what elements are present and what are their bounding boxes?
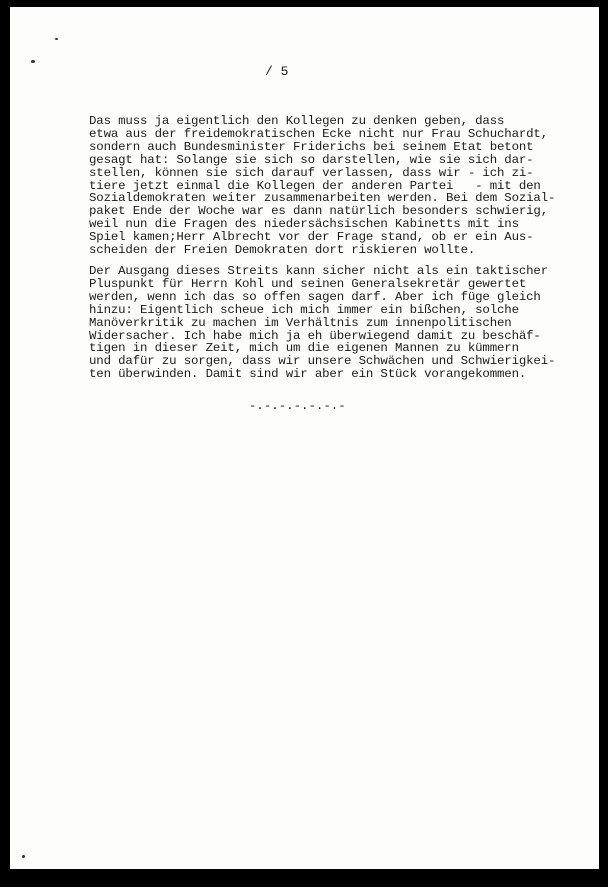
scan-speck [55,38,58,40]
text-line: Das muss ja eigentlich den Kollegen zu denken geben, dass [89,114,505,128]
text-line: scheiden der Freien Demokraten dort riskieren wollte. [89,243,476,258]
text-line: etwa aus der freidemokratischen Ecke nicht nur Frau Schuchardt, [89,126,548,141]
text-line: gesagt hat: Solange sie sich so darstellen, wie sie sich dar- [89,152,534,167]
text-line: paket Ende der Woche war es dann natürlich besonders schwierig, [89,204,548,219]
document-page [10,7,599,869]
text-line: hinzu: Eigentlich scheue ich mich immer ein bißchen, solche [89,302,519,317]
paragraph-1 [89,115,555,257]
text-line: werden, wenn ich das so offen sagen darf. Aber ich füge gleich [89,289,541,304]
text-line: und dafür zu sorgen, dass wir unsere Schwächen und Schwierigkei- [89,354,556,369]
text-line: Manöverkritik zu machen im Verhältnis zum innenpolitischen [89,315,512,330]
scan-speck [31,60,35,63]
text-line: Pluspunkt für Herrn Kohl und seinen Generalsekretär gewertet [89,276,527,291]
text-line: tigen in dieser Zeit, mich um die eigenen Mannen zu kümmern [89,341,519,356]
text-line: Spiel kamen;Herr Albrecht vor der Frage stand, ob er ein Aus- [89,230,534,245]
page-number: / 5 [265,64,289,79]
scan-speck [22,855,25,858]
text-line: weil nun die Fragen des niedersächsischen Kabinetts mit ins [89,217,519,232]
text-line: Widersacher. Ich habe mich ja eh überwiegend damit zu beschäf- [89,328,541,343]
section-separator: -.-.-.-.-.-.- [249,399,346,413]
text-line: stellen, können sie sich darauf verlassen, dass wir - ich zi- [89,165,534,180]
paragraph-2 [89,265,555,381]
text-line: Der Ausgang dieses Streits kann sicher nicht als ein taktischer [89,264,548,278]
text-line: ten überwinden. Damit sind wir aber ein Stück vorangekommen. [89,367,527,382]
text-line: Sozialdemokraten weiter zusammenarbeiten werden. Bei dem Sozial- [89,191,556,206]
text-line: tiere jetzt einmal die Kollegen der anderen Partei - mit den [89,178,541,193]
text-line: sondern auch Bundesminister Friderichs bei seinem Etat betont [89,139,534,154]
